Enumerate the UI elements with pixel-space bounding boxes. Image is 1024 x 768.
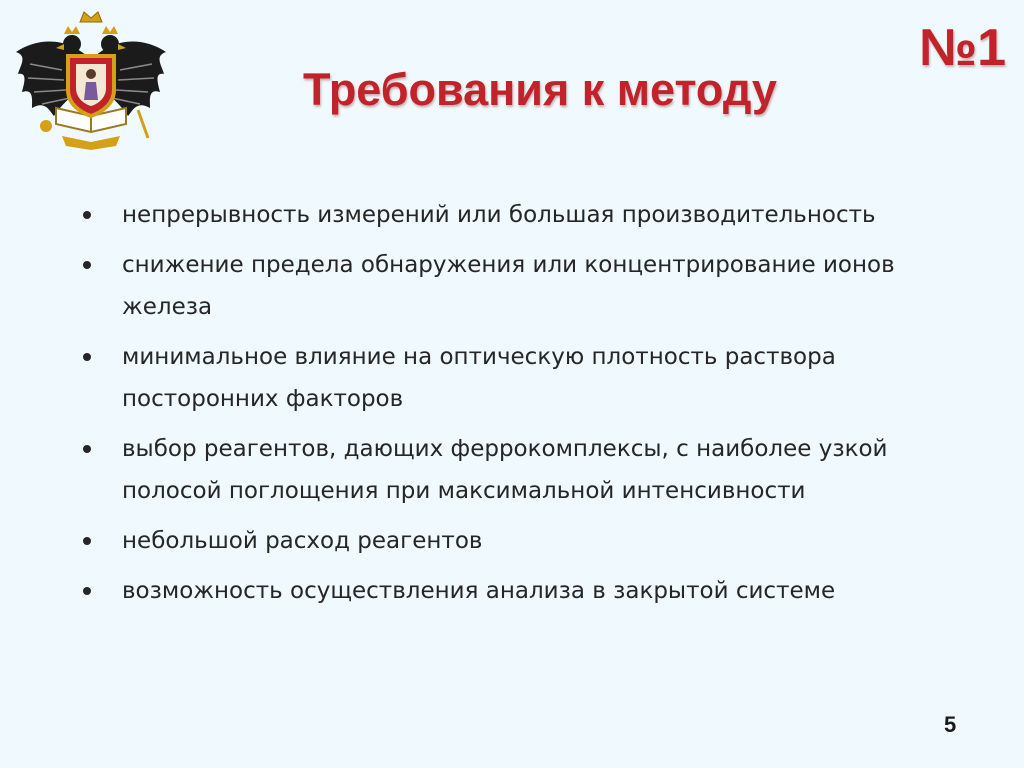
- list-item: [78, 520, 978, 562]
- double-headed-eagle-emblem-icon: [10, 8, 172, 150]
- list-item-text: минимальное влияние на оптическую плотность раствора посторонних факторов: [122, 344, 836, 412]
- bullet-dot-icon: [83, 353, 91, 361]
- list-item-text: возможность осуществления анализа в закрытой системе: [122, 578, 836, 604]
- list-item: [78, 336, 978, 420]
- list-item: [78, 244, 978, 328]
- bullet-dot-icon: [83, 445, 91, 453]
- slide-title: Требования к методу: [303, 64, 777, 115]
- page-number: 5: [944, 712, 957, 737]
- list-item: [78, 428, 978, 512]
- list-item-text: снижение предела обнаружения или концентрирование ионов железа: [122, 252, 895, 320]
- bullet-dot-icon: [83, 537, 91, 545]
- bullet-dot-icon: [83, 587, 91, 595]
- list-item: [78, 194, 978, 236]
- bullet-dot-icon: [83, 211, 91, 219]
- slide-tag: №1: [919, 19, 1006, 77]
- bullet-list: [78, 194, 978, 620]
- list-item-text: небольшой расход реагентов: [122, 528, 483, 554]
- list-item-text: выбор реагентов, дающих феррокомплексы, с наиболее узкой полосой поглощения при максимальной интенсивности: [122, 436, 888, 504]
- bullet-dot-icon: [83, 261, 91, 269]
- list-item: [78, 570, 978, 612]
- list-item-text: непрерывность измерений или большая производительность: [122, 202, 876, 228]
